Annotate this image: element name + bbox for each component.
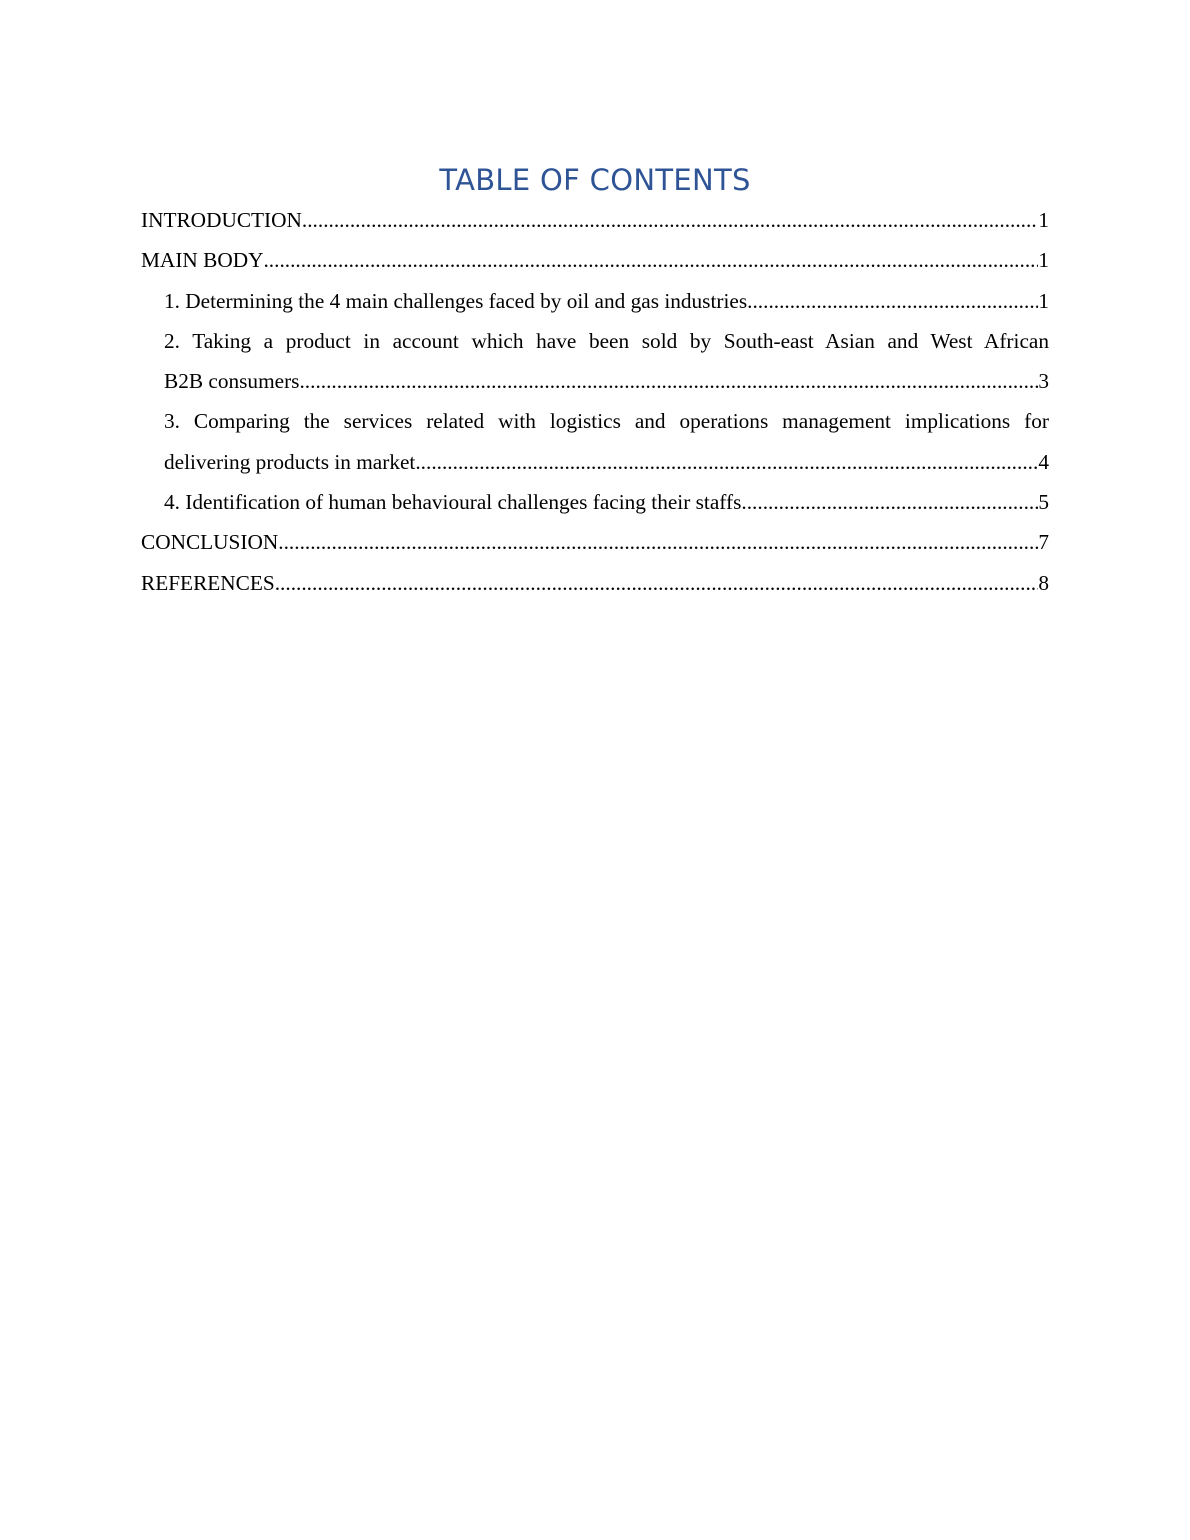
dot-leader	[747, 281, 1038, 321]
toc-entry-first-line: 3. Comparing the services related with logistics and operations management implications for	[164, 409, 1049, 434]
dot-leader	[299, 361, 1038, 401]
toc-entry-introduction[interactable]	[141, 200, 1049, 240]
toc-entry-first-line: 2. Taking a product in account which have been sold by South-east Asian and West African	[164, 328, 1049, 353]
toc-page-number: 1	[1038, 248, 1049, 273]
dot-leader	[263, 240, 1038, 280]
toc-list	[141, 200, 1049, 603]
toc-page-number: 7	[1038, 530, 1049, 555]
toc-page-number: 4	[1038, 449, 1049, 474]
toc-page-number: 8	[1038, 570, 1049, 595]
dot-leader	[741, 482, 1038, 522]
toc-entry-section-3[interactable]	[141, 401, 1049, 482]
toc-page-number: 5	[1038, 490, 1049, 515]
document-page	[141, 160, 1049, 603]
dot-leader	[275, 563, 1039, 603]
toc-entry-label: INTRODUCTION	[141, 208, 302, 232]
toc-page-number: 1	[1038, 288, 1049, 313]
toc-entry-conclusion[interactable]	[141, 522, 1049, 562]
toc-entry-label: CONCLUSION	[141, 530, 279, 555]
toc-page-number: 3	[1038, 369, 1049, 394]
toc-entry-label: 4. Identification of human behavioural challenges facing their staffs	[164, 490, 742, 515]
toc-entry-label: 1. Determining the 4 main challenges faced by oil and gas industries	[164, 288, 748, 313]
dot-leader	[278, 522, 1038, 562]
toc-entry-section-1[interactable]	[141, 281, 1049, 321]
dot-leader	[302, 200, 1038, 240]
toc-entry-label: delivering products in market	[164, 449, 416, 474]
toc-entry-label: B2B consumers	[164, 369, 300, 394]
toc-entry-main-body[interactable]	[141, 240, 1049, 280]
toc-entry-section-2[interactable]	[141, 321, 1049, 402]
toc-entry-references[interactable]	[141, 563, 1049, 603]
toc-title: TABLE OF CONTENTS	[439, 163, 751, 197]
toc-entry-section-4[interactable]	[141, 482, 1049, 522]
toc-page-number: 1	[1038, 208, 1049, 232]
dot-leader	[415, 442, 1038, 482]
toc-entry-label: REFERENCES	[141, 570, 275, 595]
toc-entry-label: MAIN BODY	[141, 248, 264, 273]
